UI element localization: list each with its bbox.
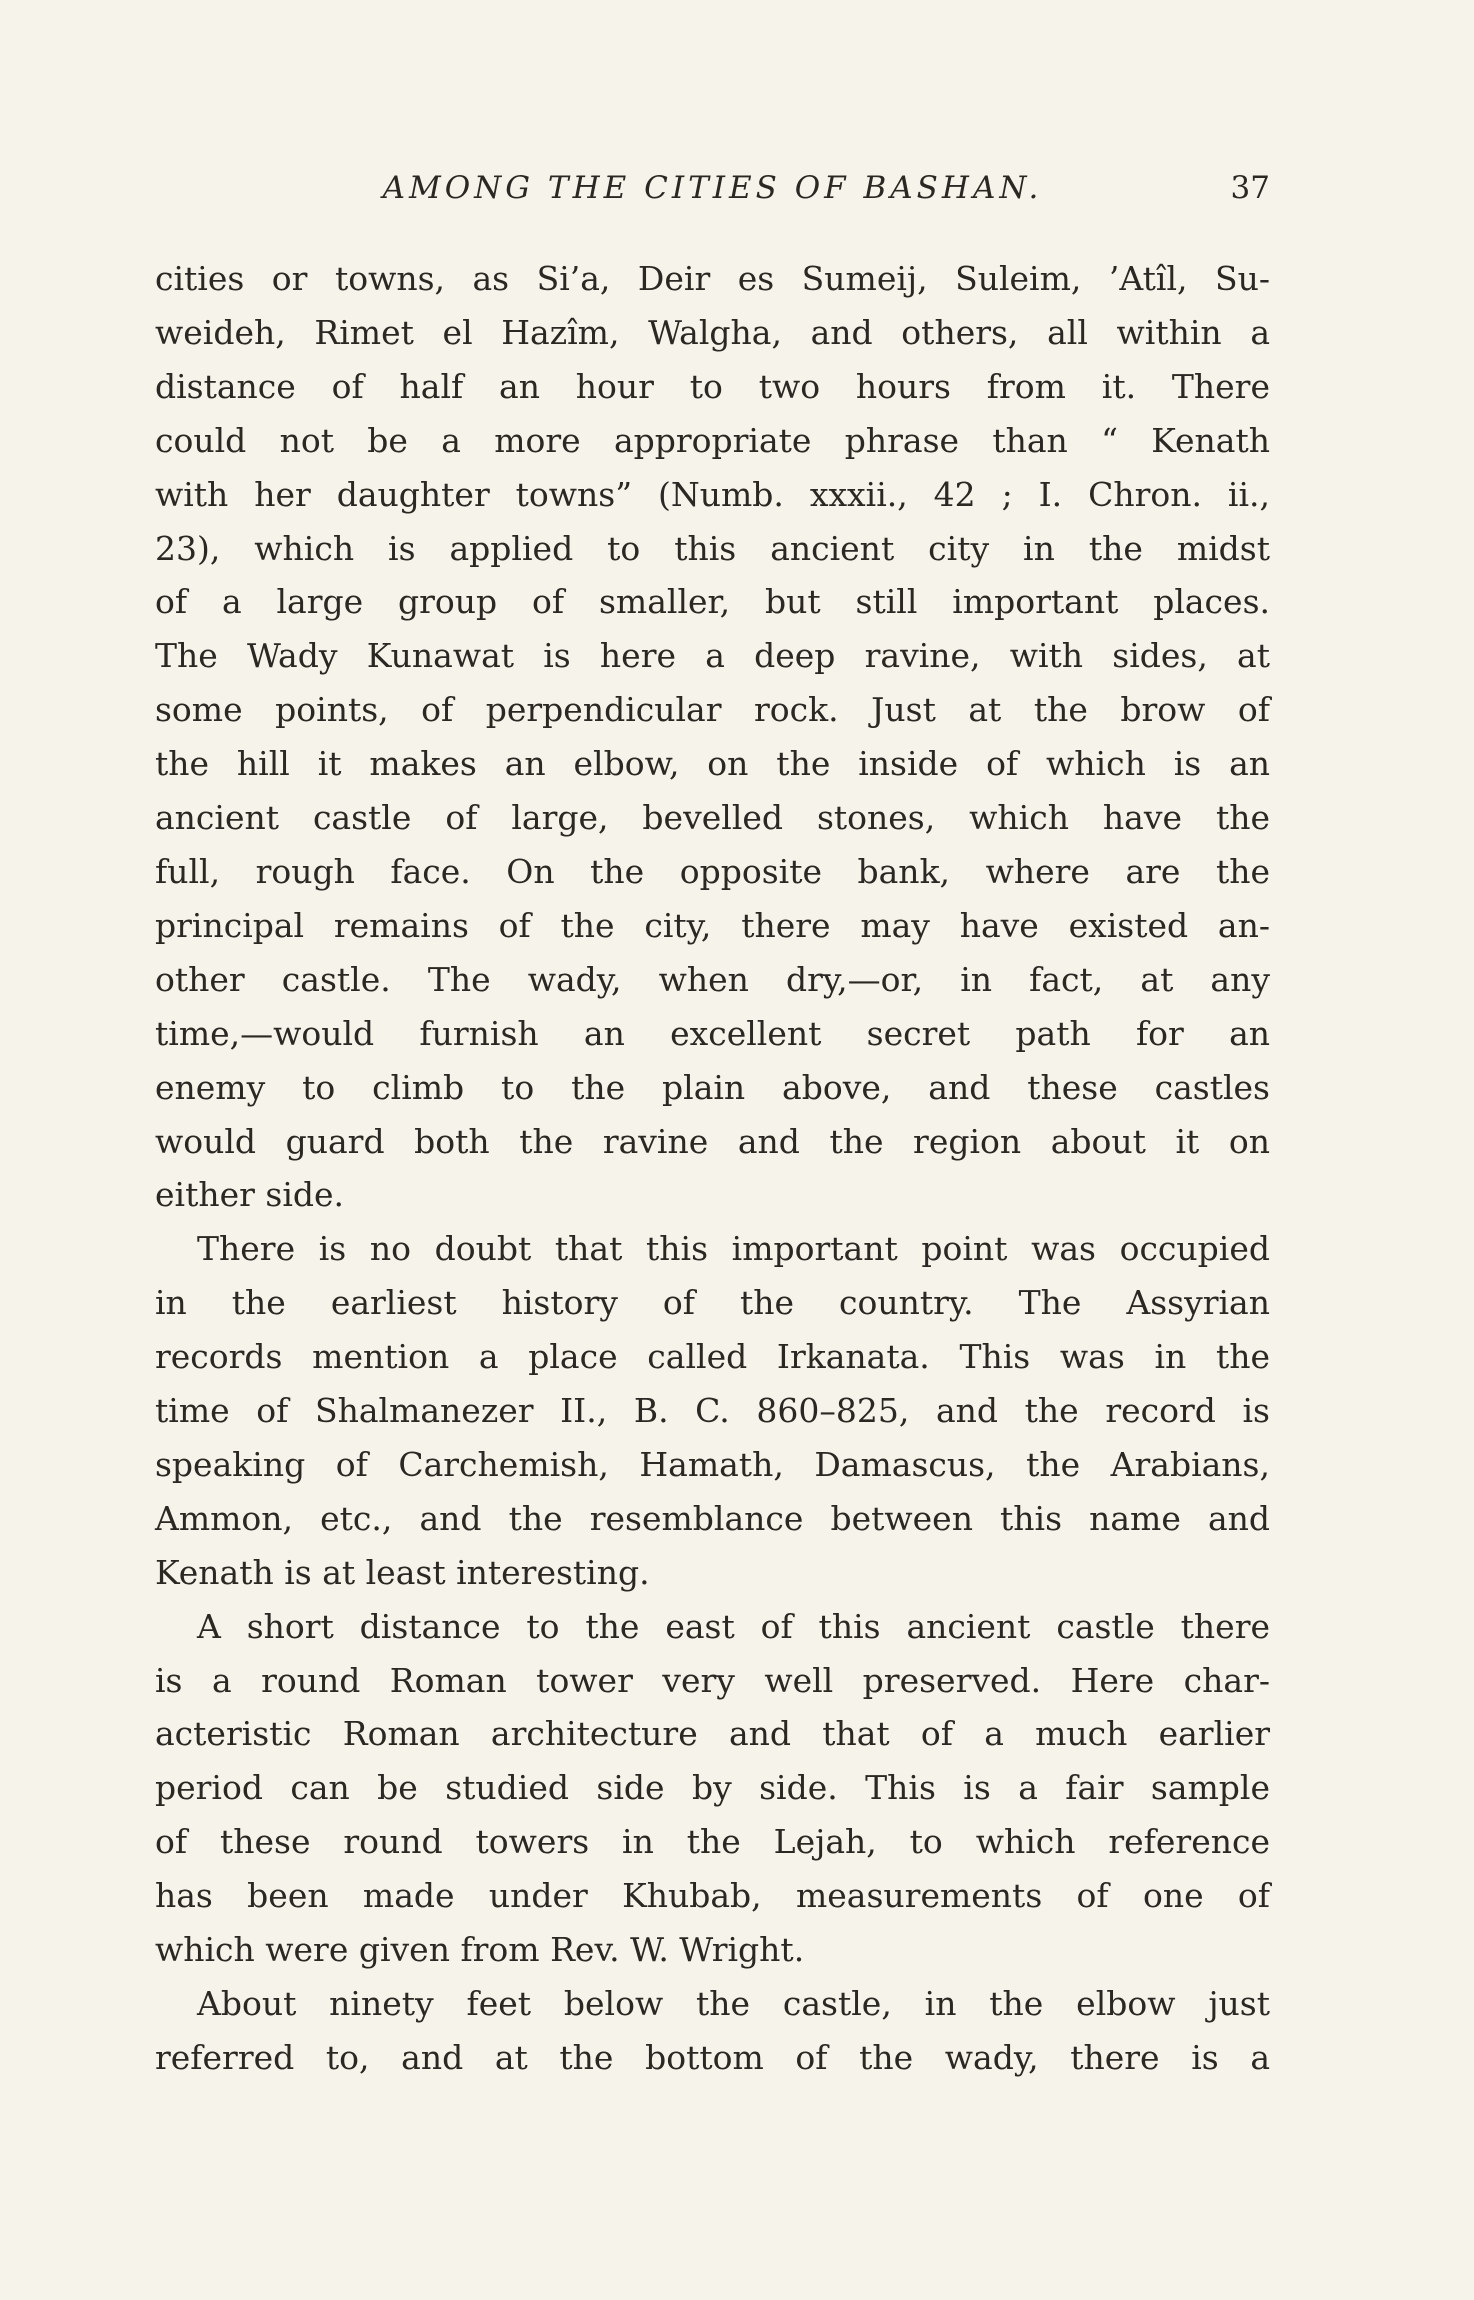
text-line: referred to, and at the bottom of the wady, there is a xyxy=(155,2037,1270,2077)
text-line: There is no doubt that this important point was occupied xyxy=(197,1229,1270,1269)
text-line: of a large group of smaller, but still important places. xyxy=(155,582,1270,622)
text-line: either side. xyxy=(155,1175,345,1215)
text-line: distance of half an hour to two hours from it. There xyxy=(155,366,1270,406)
text-line: could not be a more appropriate phrase than “ Kenath xyxy=(155,420,1270,460)
text-line: enemy to climb to the plain above, and these castles xyxy=(155,1067,1270,1107)
text-line: period can be studied side by side. This is a fair sample xyxy=(155,1768,1270,1808)
text-line: is a round Roman tower very well preserved. Here char- xyxy=(155,1660,1270,1700)
text-line: the hill it makes an elbow, on the inside of which is an xyxy=(155,744,1270,784)
text-line: of these round towers in the Lejah, to which reference xyxy=(155,1822,1270,1862)
text-line: other castle. The wady, when dry,—or, in fact, at any xyxy=(155,959,1270,999)
text-line: time of Shalmanezer II., B. C. 860–825, and the record is xyxy=(155,1391,1270,1431)
text-line: time,—would furnish an excellent secret path for an xyxy=(155,1013,1270,1053)
text-line: The Wady Kunawat is here a deep ravine, with sides, at xyxy=(155,636,1270,676)
body-text xyxy=(155,252,1270,2085)
text-line: principal remains of the city, there may have existed an- xyxy=(155,905,1270,945)
text-line: About ninety feet below the castle, in the elbow just xyxy=(197,1984,1270,2023)
text-line: records mention a place called Irkanata. This was in the xyxy=(155,1337,1270,1377)
text-line: would guard both the ravine and the region about it on xyxy=(155,1121,1270,1161)
text-line: with her daughter towns” (Numb. xxxii., 42 ; I. Chron. ii., xyxy=(155,474,1270,514)
page-number: 37 xyxy=(1230,170,1270,206)
text-line: weideh, Rimet el Hazîm, Walgha, and others, all within a xyxy=(155,312,1270,352)
text-line: full, rough face. On the opposite bank, where are the xyxy=(155,851,1270,891)
text-line: acteristic Roman architecture and that of a much earlier xyxy=(155,1714,1270,1754)
text-line: some points, of perpendicular rock. Just at the brow of xyxy=(155,690,1270,730)
text-line: ancient castle of large, bevelled stones, which have the xyxy=(155,798,1270,838)
text-line: Ammon, etc., and the resemblance between this name and xyxy=(155,1498,1270,1538)
text-line: Kenath is at least interesting. xyxy=(155,1552,650,1592)
text-line: A short distance to the east of this ancient castle there xyxy=(197,1606,1270,1646)
text-line: in the earliest history of the country. The Assyrian xyxy=(155,1283,1270,1323)
text-line: speaking of Carchemish, Hamath, Damascus, the Arabians, xyxy=(155,1444,1270,1484)
text-line: 23), which is applied to this ancient city in the midst xyxy=(155,528,1270,568)
running-head: AMONG THE CITIES OF BASHAN. xyxy=(382,170,1043,206)
text-line: which were given from Rev. W. Wright. xyxy=(155,1930,805,1970)
text-line: cities or towns, as Si’a, Deir es Sumeij, Suleim, ’Atîl, Su- xyxy=(155,259,1270,298)
text-line: has been made under Khubab, measurements of one of xyxy=(155,1876,1270,1916)
page-header xyxy=(155,170,1270,214)
